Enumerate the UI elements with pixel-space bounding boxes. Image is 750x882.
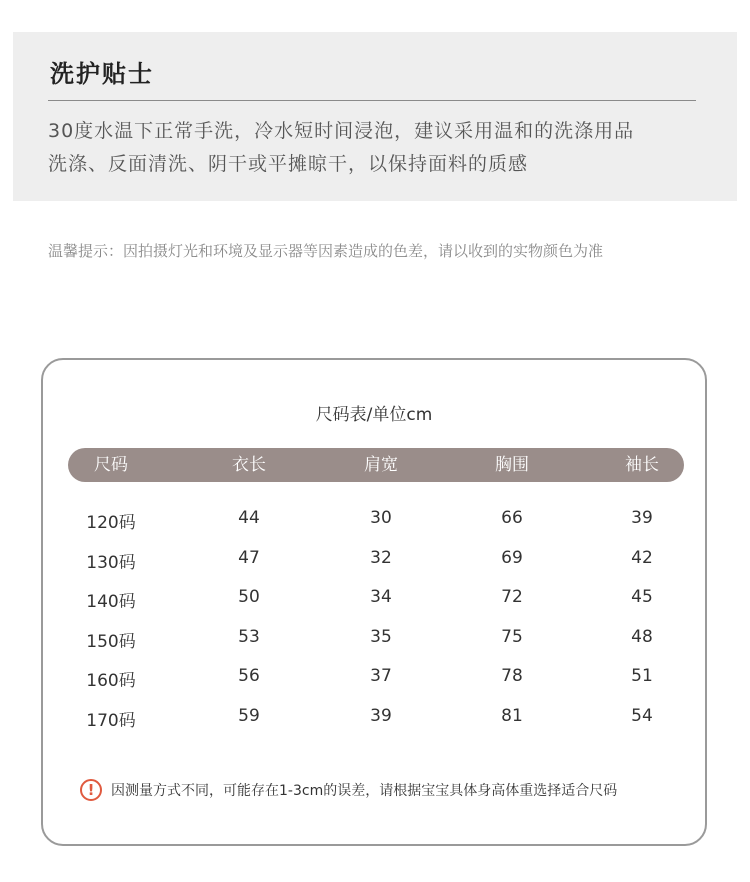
cell-size: 160码 (86, 671, 136, 692)
cell-sleeve: 42 (631, 547, 653, 568)
cell-chest: 72 (501, 587, 523, 608)
table-row (43, 540, 705, 580)
cell-chest: 81 (501, 705, 523, 726)
cell-shoulder: 32 (370, 547, 392, 568)
cell-size: 130码 (86, 552, 136, 573)
cell-size: 150码 (86, 631, 136, 652)
care-tips-panel (13, 32, 737, 201)
care-tips-line-2: 洗涤、反面清洗、阴干或平摊晾干，以保持面料的质感 (48, 153, 529, 175)
cell-sleeve: 54 (631, 705, 653, 726)
cell-size: 140码 (86, 592, 136, 613)
measurement-warning-text: 因测量方式不同，可能存在1-3cm的误差，请根据宝宝具体身高体重选择适合尺码 (111, 783, 618, 799)
care-tips-line-1: 30度水温下正常手洗，冷水短时间浸泡，建议采用温和的洗涤用品 (48, 120, 635, 142)
care-tips-divider (48, 100, 696, 101)
size-chart-title: 尺码表/单位cm (315, 405, 433, 425)
table-row (43, 500, 705, 540)
care-tips-title: 洗护贴士 (50, 60, 154, 88)
header-size: 尺码 (94, 455, 128, 475)
header-shoulder: 肩宽 (364, 455, 398, 475)
cell-sleeve: 39 (631, 508, 653, 528)
cell-length: 53 (238, 626, 260, 647)
table-row (43, 658, 705, 698)
cell-sleeve: 51 (631, 666, 653, 687)
header-length: 衣长 (232, 455, 266, 475)
cell-chest: 78 (501, 666, 523, 687)
size-chart-body (43, 500, 705, 738)
table-row (43, 698, 705, 738)
header-chest: 胸围 (495, 455, 529, 475)
size-chart-header (68, 448, 684, 482)
cell-shoulder: 34 (370, 587, 392, 608)
color-notice: 温馨提示：因拍摄灯光和环境及显示器等因素造成的色差，请以收到的实物颜色为准 (48, 242, 604, 260)
cell-size: 170码 (86, 710, 136, 731)
cell-length: 56 (238, 666, 260, 687)
table-row (43, 619, 705, 659)
header-sleeve: 袖长 (625, 455, 659, 475)
cell-length: 44 (238, 508, 260, 528)
cell-length: 50 (238, 587, 260, 608)
measurement-warning (80, 776, 617, 804)
cell-size: 120码 (86, 513, 136, 533)
cell-chest: 66 (501, 508, 523, 528)
cell-chest: 69 (501, 547, 523, 568)
cell-sleeve: 48 (631, 626, 653, 647)
cell-length: 59 (238, 705, 260, 726)
cell-shoulder: 39 (370, 705, 392, 726)
cell-shoulder: 30 (370, 508, 392, 528)
exclamation-circle-icon: ! (80, 779, 102, 801)
cell-shoulder: 37 (370, 666, 392, 687)
size-chart-card (41, 358, 707, 846)
cell-shoulder: 35 (370, 626, 392, 647)
cell-chest: 75 (501, 626, 523, 647)
cell-length: 47 (238, 547, 260, 568)
cell-sleeve: 45 (631, 587, 653, 608)
table-row (43, 579, 705, 619)
